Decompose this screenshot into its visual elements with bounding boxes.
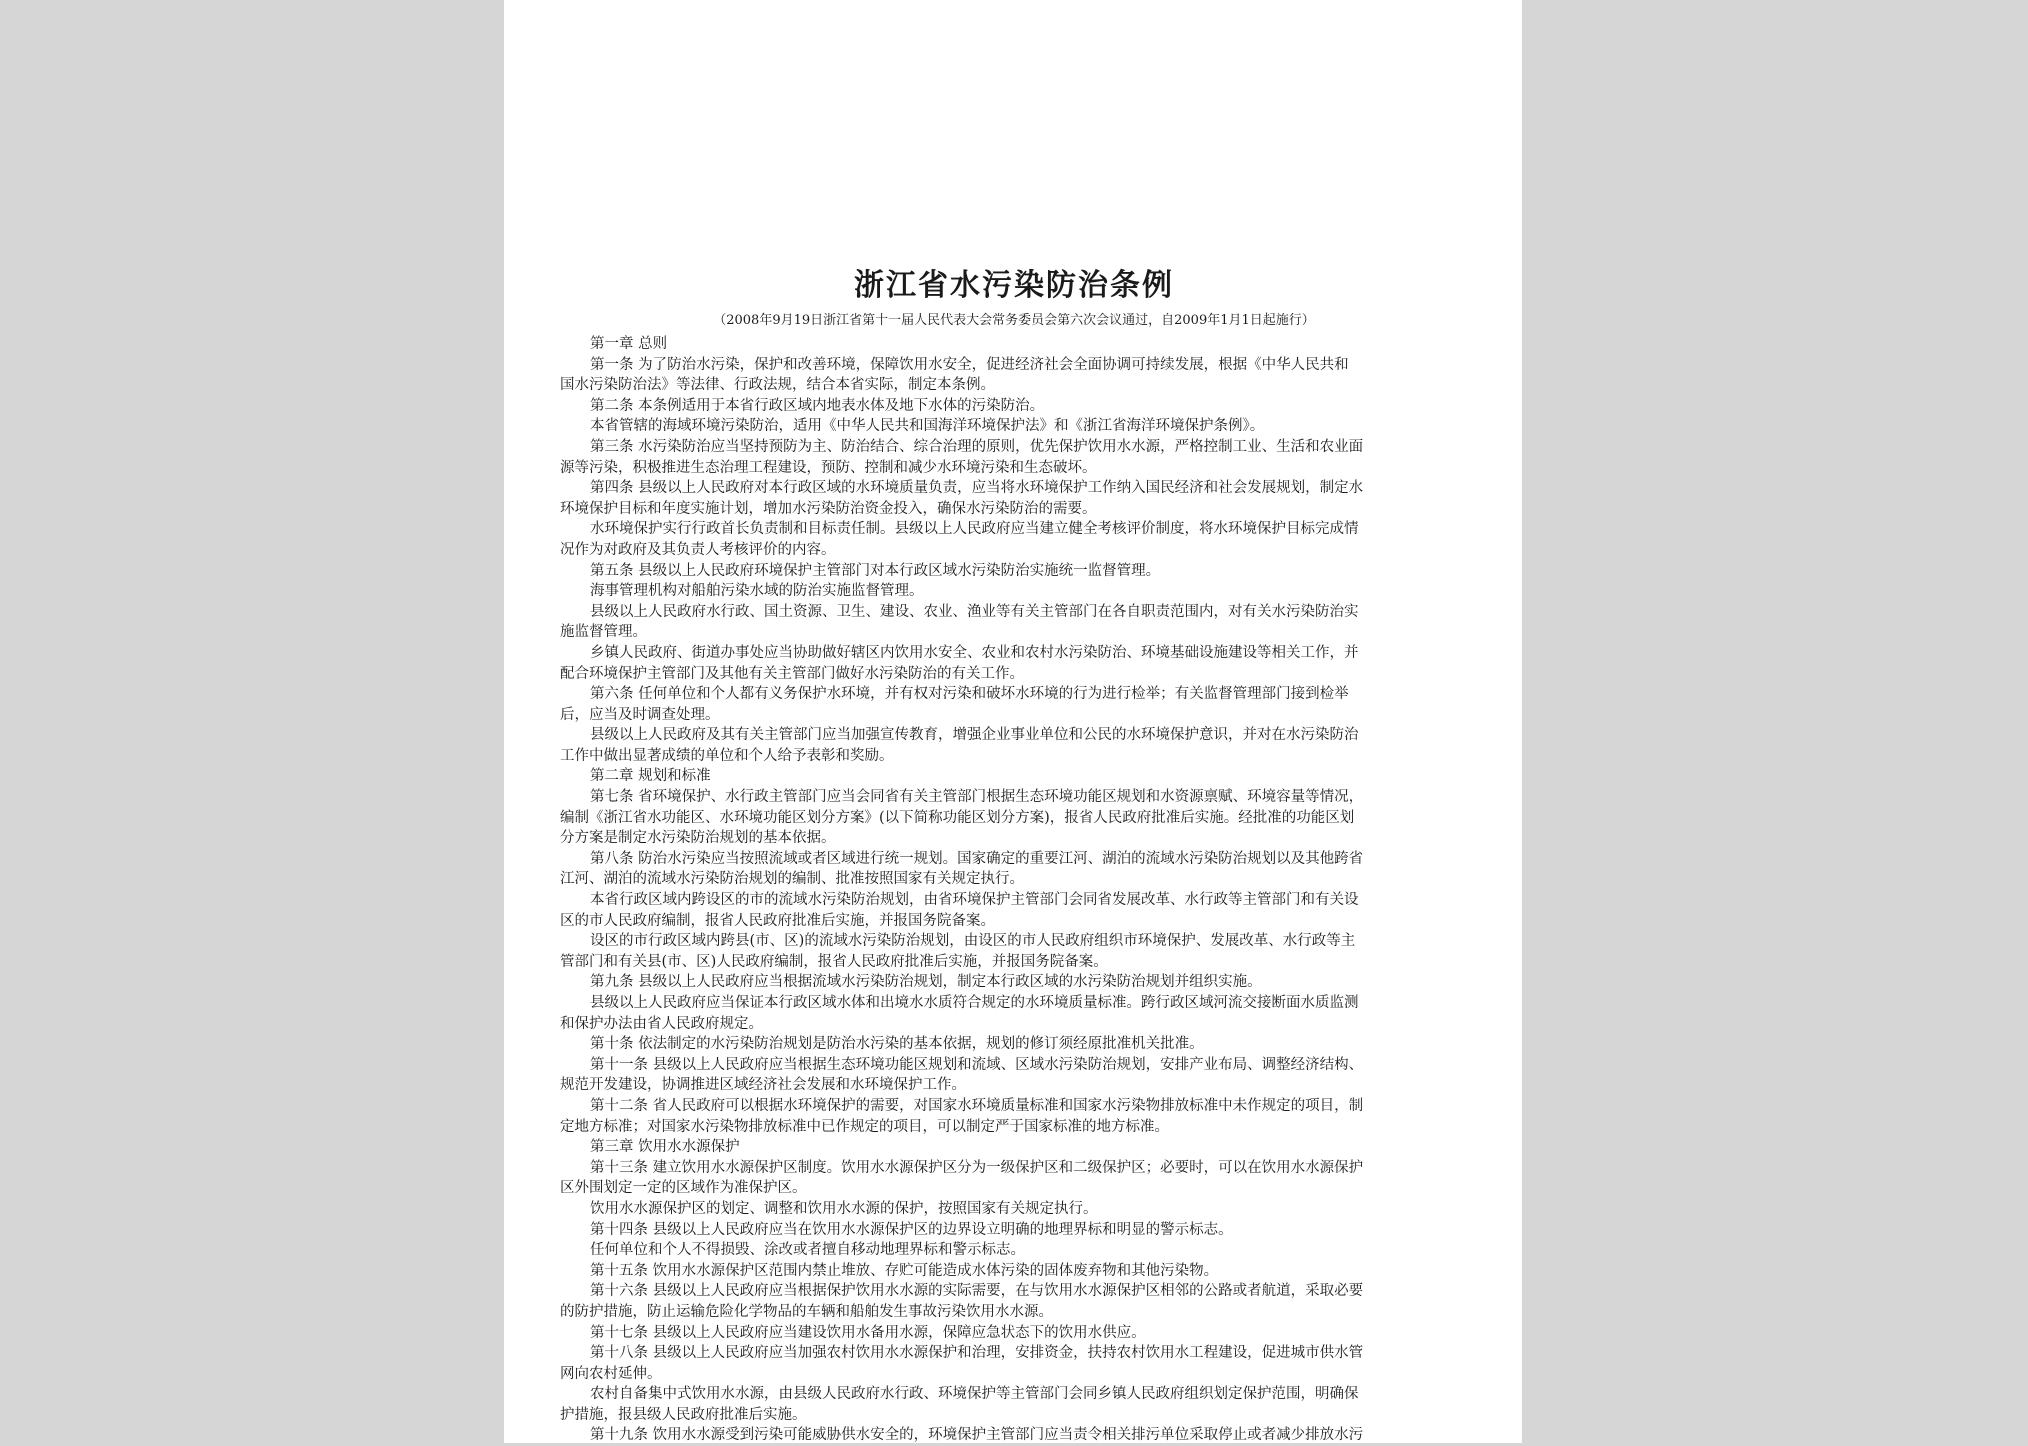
text-line: 护措施，报县级人民政府批准后实施。 xyxy=(560,1406,807,1423)
text-line: 第五条 县级以上人民政府环境保护主管部门对本行政区域水污染防治实施统一监督管理。 xyxy=(590,562,1161,579)
text-line: 第九条 县级以上人民政府应当根据流域水污染防治规划，制定本行政区域的水污染防治规划并组织实施。 xyxy=(590,974,1262,991)
text-line: 工作中做出显著成绩的单位和个人给予表彰和奖励。 xyxy=(560,747,894,764)
text-line: 饮用水水源保护区的划定、调整和饮用水水源的保护，按照国家有关规定执行。 xyxy=(590,1200,1098,1217)
text-line: 海事管理机构对船舶污染水域的防治实施监督管理。 xyxy=(590,583,924,600)
text-line: 施监督管理。 xyxy=(560,624,647,641)
text-line: 第十五条 饮用水水源保护区范围内禁止堆放、存贮可能造成水体污染的固体废弃物和其他污染物。 xyxy=(590,1262,1219,1279)
text-line: 的防护措施，防止运输危险化学物品的车辆和船舶发生事故污染饮用水水源。 xyxy=(560,1303,1053,1320)
text-line: 第二条 本条例适用于本省行政区域内地表水体及地下水体的污染防治。 xyxy=(590,397,1045,414)
text-line: 任何单位和个人不得损毁、涂改或者擅自移动地理界标和警示标志。 xyxy=(590,1242,1025,1259)
text-line: 第十九条 饮用水水源受到污染可能威胁供水安全的，环境保护主管部门应当责令相关排污单位采取停止或者减少排放水污 xyxy=(590,1427,1364,1444)
text-line: 县级以上人民政府应当保证本行政区域水体和出境水水质符合规定的水环境质量标准。跨行政区域河流交接断面水质监测 xyxy=(590,995,1359,1011)
text-line: 本省行政区域内跨设区的市的流域水污染防治规划，由省环境保护主管部门会同省发展改革、水行政等主管部门和有关设 xyxy=(590,892,1359,909)
chapter-heading: 第二章 规划和标准 xyxy=(590,768,711,785)
text-line: 后，应当及时调查处理。 xyxy=(560,706,720,723)
text-line: 第三条 水污染防治应当坚持预防为主、防治结合、综合治理的原则，优先保护饮用水水源，严格控制工业、生活和农业面 xyxy=(590,438,1364,455)
text-line: 水环境保护实行行政首长负责制和目标责任制。县级以上人民政府应当建立健全考核评价制度，将水环境保护目标完成情 xyxy=(590,521,1359,538)
text-line: 规范开发建设，协调推进区域经济社会发展和水环境保护工作。 xyxy=(560,1077,966,1094)
text-line: 网向农村延伸。 xyxy=(560,1365,662,1382)
text-line: 定地方标准；对国家水污染物排放标准中已作规定的项目，可以制定严于国家标准的地方标准。 xyxy=(560,1118,1169,1135)
text-line: 国水污染防治法》等法律、行政法规，结合本省实际，制定本条例。 xyxy=(560,377,995,394)
text-line: 第十八条 县级以上人民政府应当加强农村饮用水水源保护和治理，安排资金，扶持农村饮用水工程建设，促进城市供水管 xyxy=(590,1345,1364,1362)
text-line: 乡镇人民政府、街道办事处应当协助做好辖区内饮用水安全、农业和农村水污染防治、环境基础设施建设等相关工作，并 xyxy=(590,644,1359,661)
text-line: 况作为对政府及其负责人考核评价的内容。 xyxy=(560,541,836,558)
chapter-heading: 第三章 饮用水水源保护 xyxy=(590,1139,740,1156)
page-content xyxy=(560,268,1468,1446)
text-line: 第十三条 建立饮用水水源保护区制度。饮用水水源保护区分为一级保护区和二级保护区；必要时，可以在饮用水水源保护 xyxy=(590,1159,1364,1176)
text-line: 第十六条 县级以上人民政府应当根据保护饮用水水源的实际需要，在与饮用水水源保护区相邻的公路或者航道，采取必要 xyxy=(590,1283,1364,1300)
text-line: 源等污染，积极推进生态治理工程建设，预防、控制和减少水环境污染和生态破坏。 xyxy=(560,459,1097,476)
document-title: 浙江省水污染防治条例 xyxy=(854,268,1174,303)
chapter-heading: 第一章 总则 xyxy=(590,336,668,352)
text-line: 第十条 依法制定的水污染防治规划是防治水污染的基本依据，规划的修订须经原批准机关批准。 xyxy=(590,1036,1204,1053)
text-line: 农村自备集中式饮用水水源，由县级人民政府水行政、环境保护等主管部门会同乡镇人民政府组织划定保护范围，明确保 xyxy=(590,1386,1359,1403)
text-line: 和保护办法由省人民政府规定。 xyxy=(560,1015,763,1032)
text-line: 本省管辖的海域环境污染防治，适用《中华人民共和国海洋环境保护法》和《浙江省海洋环境保护条例》。 xyxy=(590,418,1265,435)
text-line: 编制《浙江省水功能区、水环境功能区划分方案》(以下简称功能区划分方案)，报省人民政府批准后实施。经批准的功能区划 xyxy=(560,809,1355,826)
text-line: 管部门和有关县(市、区)人民政府编制，报省人民政府批准后实施，并报国务院备案。 xyxy=(560,953,1108,970)
text-line: 区的市人民政府编制，报省人民政府批准后实施，并报国务院备案。 xyxy=(560,912,995,929)
text-line: 设区的市行政区域内跨县(市、区)的流域水污染防治规划，由设区的市人民政府组织市环境保护、发展改革、水行政等主 xyxy=(590,933,1356,950)
text-line: 第十一条 县级以上人民政府应当根据生态环境功能区规划和流域、区域水污染防治规划，安排产业布局、调整经济结构、 xyxy=(590,1056,1364,1073)
text-line: 环境保护目标和年度实施计划，增加水污染防治资金投入，确保水污染防治的需要。 xyxy=(560,500,1097,517)
text-line: 第一条 为了防治水污染，保护和改善环境，保障饮用水安全，促进经济社会全面协调可持续发展，根据《中华人民共和 xyxy=(590,356,1349,373)
text-line: 县级以上人民政府及其有关主管部门应当加强宣传教育，增强企业事业单位和公民的水环境保护意识，并对在水污染防治 xyxy=(590,727,1359,744)
text-line: 江河、湖泊的流域水污染防治规划的编制、批准按照国家有关规定执行。 xyxy=(560,871,1024,888)
text-line: 分方案是制定水污染防治规划的基本依据。 xyxy=(560,830,836,847)
text-line: 县级以上人民政府水行政、国土资源、卫生、建设、农业、渔业等有关主管部门在各自职责范围内，对有关水污染防治实 xyxy=(590,603,1359,620)
text-line: 第六条 任何单位和个人都有义务保护水环境，并有权对污染和破坏水环境的行为进行检举；有关监督管理部门接到检举 xyxy=(590,686,1349,703)
text-line: 第八条 防治水污染应当按照流域或者区域进行统一规划。国家确定的重要江河、湖泊的流域水污染防治规划以及其他跨省 xyxy=(590,850,1364,867)
text-line: 第十四条 县级以上人民政府应当在饮用水水源保护区的边界设立明确的地理界标和明显的警示标志。 xyxy=(590,1221,1233,1238)
text-line: 第十二条 省人民政府可以根据水环境保护的需要，对国家水环境质量标准和国家水污染物排放标准中未作规定的项目，制 xyxy=(590,1097,1364,1114)
text-line: 区外围划定一定的区域作为准保护区。 xyxy=(560,1180,807,1197)
text-line: 第四条 县级以上人民政府对本行政区域的水环境质量负责，应当将水环境保护工作纳入国民经济和社会发展规划，制定水 xyxy=(590,480,1364,497)
text-line: 配合环境保护主管部门及其他有关主管部门做好水污染防治的有关工作。 xyxy=(560,665,1024,682)
document-body xyxy=(560,334,1468,1446)
document-subtitle: （2008年9月19日浙江省第十一届人民代表大会常务委员会第六次会议通过，自2009年1月1日起施行） xyxy=(713,313,1315,328)
text-line: 第七条 省环境保护、水行政主管部门应当会同省有关主管部门根据生态环境功能区规划和水资源禀赋、环境容量等情况， xyxy=(590,789,1364,806)
text-line: 第十七条 县级以上人民政府应当建设饮用水备用水源，保障应急状态下的饮用水供应。 xyxy=(590,1324,1146,1341)
document-page xyxy=(504,0,1522,1443)
